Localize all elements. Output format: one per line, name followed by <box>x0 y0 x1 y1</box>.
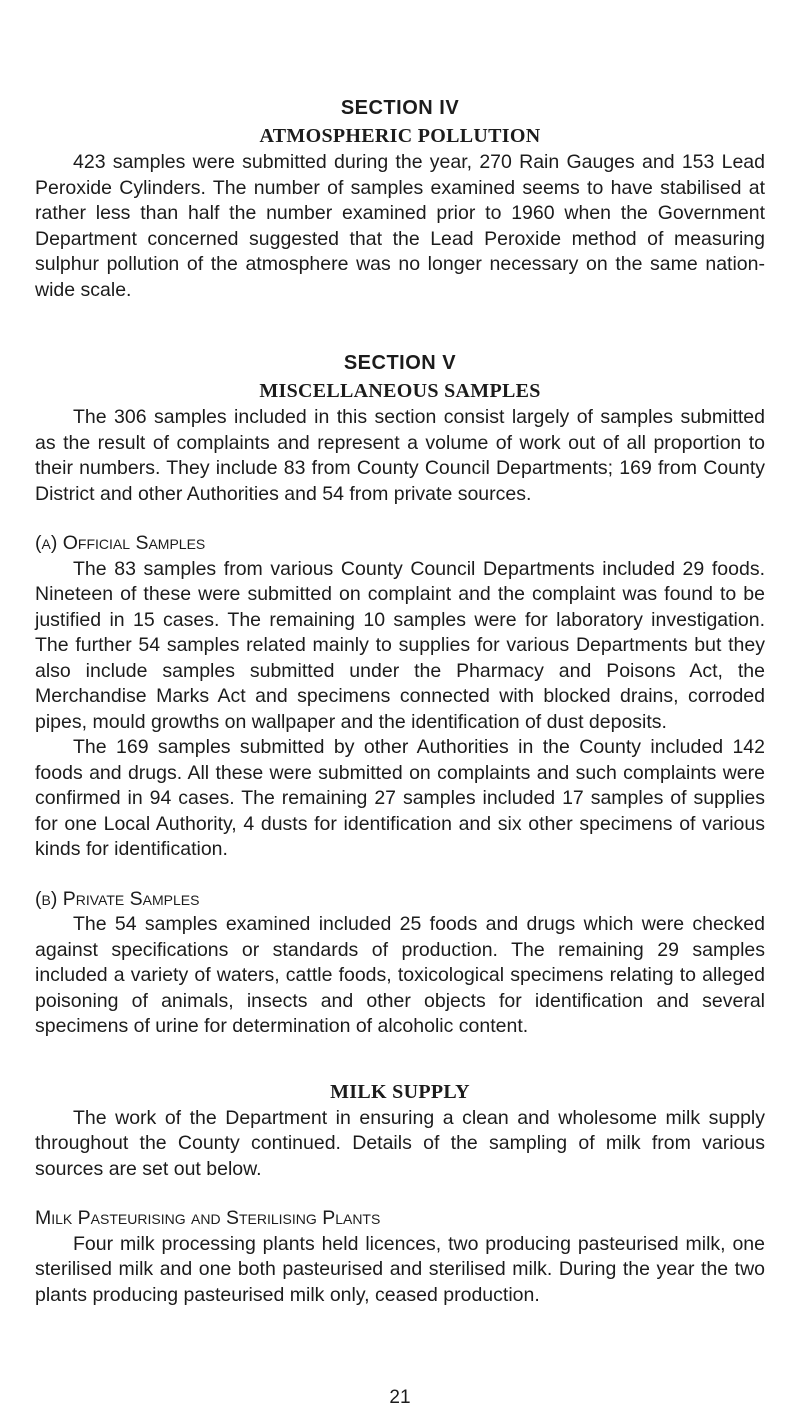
section-iv-label: SECTION IV <box>340 97 460 119</box>
milk-supply-title: MILK SUPPLY <box>330 1080 470 1103</box>
milk-plants-heading: Milk Pasteurising and Sterilising Plants <box>35 1207 381 1229</box>
spacer <box>35 1040 765 1078</box>
official-samples-paragraph-1: The 83 samples from various County Council Departments included 29 foods. Nineteen of these were submitted on complaint and the complaint was found to be justified in 15 cases. The remaining 10 samples were for laboratory investigation. The further 54 samples related mainly to supplies for various Departments but they also include samples submitted under the Pharmacy and Poisons Act, the Merchandise Marks Act and specimens connected with blocked drains, corroded pipes, mould growths on wallpaper and the identification of dust deposits. <box>35 557 765 733</box>
official-samples-paragraph-2: The 169 samples submitted by other Authorities in the County included 142 foods and drugs. All these were submitted on complaints and such complaints were confirmed in 94 cases. The remaining 27 samples included 17 samples of supplies for one Local Authority, 4 dusts for identification and six other specimens of various kinds for identification. <box>35 736 765 860</box>
private-samples-heading: (b) Private Samples <box>35 887 200 910</box>
spacer <box>35 507 765 531</box>
section-v-label: SECTION V <box>343 352 457 374</box>
milk-supply-paragraph: The work of the Department in ensuring a clean and wholesome milk supply throughout the County continued. Details of the sampling of milk from various sources are set out below. <box>35 1106 765 1180</box>
milk-plants-paragraph: Four milk processing plants held licences, two producing pasteurised milk, one sterilised milk and one both pasteurised and sterilised milk. During the year the two plants producing pasteurised milk only, ceased production. <box>35 1232 765 1306</box>
section-v-paragraph: The 306 samples included in this section consist largely of samples submitted as the result of complaints and represent a volume of work out of all proportion to their numbers. They include 83 from County Council Departments; 169 from County District and other Authorities and 54 from private sources. <box>35 406 765 505</box>
page-number: 21 <box>389 1387 411 1408</box>
section-iv-title: ATMOSPHERIC POLLUTION <box>259 125 541 147</box>
spacer <box>35 863 765 887</box>
section-iv-paragraph: 423 samples were submitted during the year, 270 Rain Gauges and 153 Lead Peroxide Cylinders. The number of samples examined seems to have stabilised at rather less than half the number examined prior to 1960 when the Government Department concerned suggested that the Lead Peroxide method of measuring sulphur pollution of the atmosphere was no longer necessary on the same nation-wide scale. <box>35 151 765 301</box>
section-v-title: MISCELLANEOUS SAMPLES <box>259 380 541 402</box>
official-samples-heading: (a) Official Samples <box>35 532 206 554</box>
spacer <box>35 1182 765 1206</box>
document-page <box>35 94 765 1308</box>
spacer <box>35 303 765 349</box>
private-samples-paragraph: The 54 samples examined included 25 foods and drugs which were checked against specifications or standards of production. The remaining 29 samples included a variety of waters, cattle foods, toxicological specimens relating to alleged poisoning of animals, insects and other objects for identification and several specimens of urine for determination of alcoholic content. <box>35 913 765 1037</box>
